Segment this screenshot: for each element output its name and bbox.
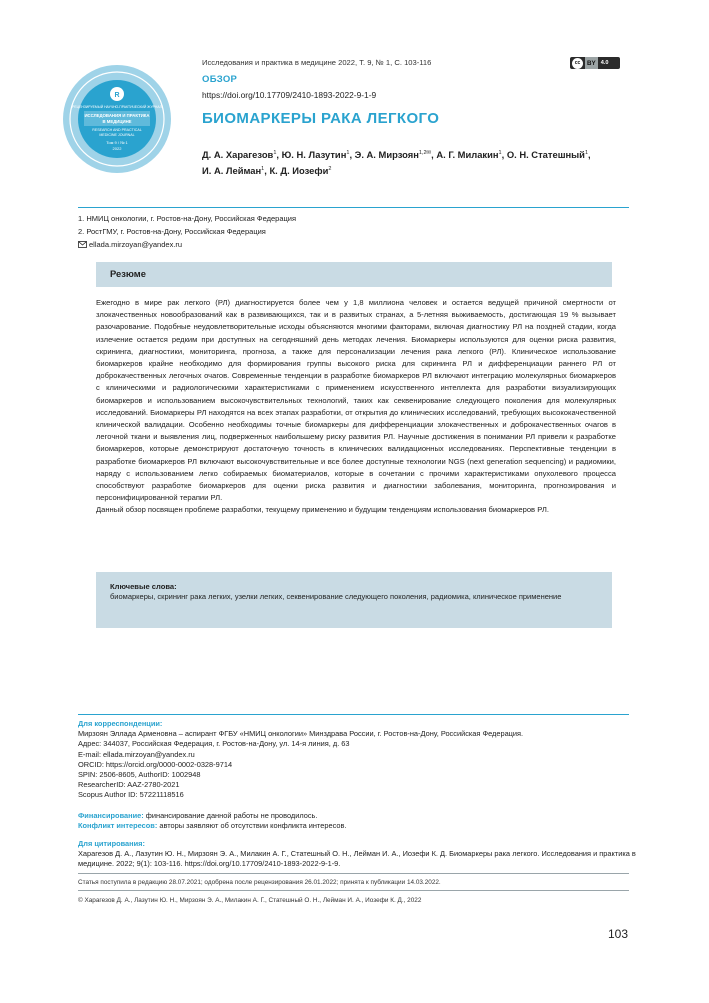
journal-seal-logo <box>62 64 172 174</box>
copyright-line: © Харагезов Д. А., Лазутин Ю. Н., Мирзоян Э. А., Милакин А. Г., Статешный О. Н., Лейман И. А., Иозефи К. Д., 2022 <box>78 897 422 904</box>
citation-title: Для цитирования: <box>78 839 145 848</box>
seal-title-en-2: MEDICINE JOURNAL <box>99 133 135 137</box>
author: К. Д. Иозефи$^2$ <box>269 165 332 176</box>
author: И. А. Лейман$^1$, <box>202 165 270 176</box>
conflict-text: авторы заявляют об отсутствии конфликта интересов. <box>157 821 347 831</box>
footer-divider <box>78 714 629 715</box>
doi-link[interactable]: https://doi.org/10.17709/2410-1893-2022-9-1-9 <box>202 90 377 100</box>
author: Д. А. Харагезов$^1$, <box>202 149 282 160</box>
dates-divider <box>78 873 629 874</box>
copyright-divider <box>78 890 629 891</box>
article-title: БИОМАРКЕРЫ РАКА ЛЕГКОГО <box>202 110 440 127</box>
abstract-paragraph: Данный обзор посвящен проблеме разработки, текущему применению и будущим тенденциям использования биомаркеров РЛ. <box>96 505 549 515</box>
author: А. Г. Милакин$^1$, <box>436 149 507 160</box>
author: Ю. Н. Лазутин$^1$, <box>281 149 355 160</box>
seal-title-en-1: RESEARCH AND PRACTICAL <box>92 128 142 132</box>
keywords-text: биомаркеры, скрининг рака легких, узелки легких, секвенирование следующего поколения, радиомика, клиническое применение <box>110 592 562 601</box>
cc-license-badge[interactable] <box>570 57 620 69</box>
seal-title-ru-1: ИССЛЕДОВАНИЯ И ПРАКТИКА <box>84 113 150 118</box>
email-link[interactable]: ellada.mirzoyan@yandex.ru <box>89 240 183 249</box>
correspondence-line: SPIN: 2506-8605, AuthorID: 1002948 <box>78 770 201 780</box>
cc-icon: cc <box>572 58 583 69</box>
envelope-icon <box>78 241 87 248</box>
correspondence-email[interactable]: E-mail: ellada.mirzoyan@yandex.ru <box>78 749 195 759</box>
svg-text:R: R <box>114 92 120 99</box>
correspondence-line: Адрес: 344037, Российская Федерация, г. Ростов-на-Дону, ул. 14-я линия, д. 63 <box>78 739 350 749</box>
seal-year: 2022 <box>112 146 122 151</box>
abstract-paragraph: Ежегодно в мире рак легкого (РЛ) диагностируется более чем у 1,8 миллиона человек и остается ведущей причиной смертности от злокачественных новообразований как в развивающихся, так и в развитых странах, а 5-летняя выживаемость, достигающая 19 % вызывает разочарование. Подобные неудовлетворительные исходы объясняются многими факторами, включая диагностику РЛ на поздней стадии, когда излечение остается редким при доступных на сегодняшний день методах лечения. Биомаркеры используются для оценки риска развития, скрининга, диагностики, мониторинга, прогноза, а также для персонализации лечения рака легкого (РЛ). Клиническое использование биомаркеров крайне необходимо для формирования группы высокого риска для скрининга РЛ и дифференциации раннего РЛ от доброкачественных легочных очагов. Современные тенденции в разработке биомаркеров РЛ включают интеграцию молекулярных биомаркеров с клиническими и радиологическими характеристиками с применением искусственного интеллекта для разработки визуализирующих биомаркеров и использованием высокочувствительных технологий, таких как секвенирование следующего поколения для молекулярных исследований. Биомаркеры РЛ находятся на всех этапах разработки, от открытия до клинических исследований, требующих высококачественной клинической валидации. Особенно необходимы точные биомаркеры для дифференциации злокачественных и доброкачественных очагов в легочной ткани и выявления лиц, подверженных наибольшему риску развития РЛ. Научные достижения в понимании РЛ привели к разработке биомаркеров, которые демонстрируют достаточную точность в клинических валидационных исследованиях. Перспективные тенденции в разработке биомаркеров РЛ включают высокочувствительные и все более доступные технологии NGS (next generation sequencing) и радиомики, наряду с использованием легко собираемых биоматериалов, которые в сочетании с прочими характеристиками опухолевого процесса способствуют разработке биомаркеров для оценки риска развития и диагностики заболевания, мониторинга, прогнозирования и персонифицированной терапии РЛ. <box>96 298 616 503</box>
abstract-title: Резюме <box>110 268 146 279</box>
section-label: ОБЗОР <box>202 74 238 85</box>
correspondence-line: Scopus Author ID: 57221118516 <box>78 790 184 800</box>
author: Э. А. Мирзоян$^{1,2✉}$, <box>354 149 437 160</box>
seal-title-ru-2: В МЕДИЦИНЕ <box>102 119 132 124</box>
header-divider <box>78 207 629 208</box>
citation-text: Харагезов Д. А., Лазутин Ю. Н., Мирзоян Э. А., Милакин А. Г., Статешный О. Н., Лейман И. А., Иозефи К. Д. Биомаркеры рака легкого. Исследования и практика в медицине. 2022; 9(1): 103-116. https://doi.org/10.17709/2410-1893-2022-9-1-9. <box>78 849 636 869</box>
funding-text: финансирование данной работы не проводилось. <box>143 811 318 820</box>
seal-volume: Том 9 / № 1 <box>106 140 128 145</box>
journal-citation-line: Исследования и практика в медицине 2022, Т. 9, № 1, С. 103-116 <box>202 58 432 67</box>
affiliation-2: 2. РостГМУ, г. Ростов-на-Дону, Российская Федерация <box>78 227 266 236</box>
seal-top-text: РЕЦЕНЗИРУЕМЫЙ НАУЧНО-ПРАКТИЧЕСКИЙ ЖУРНАЛ <box>72 105 162 109</box>
received-dates: Статья поступила в редакцию 28.07.2021; одобрена после рецензирования 26.01.2022; принята к публикации 14.03.2022. <box>78 879 441 886</box>
abstract-body <box>96 297 616 517</box>
affiliation-1: 1. НМИЦ онкологии, г. Ростов-на-Дону, Российская Федерация <box>78 214 297 223</box>
correspondence-block <box>78 719 638 801</box>
funding-label: Финансирование: <box>78 811 144 820</box>
funding-block <box>78 811 347 831</box>
email-line <box>78 240 182 249</box>
citation-block <box>78 839 638 870</box>
cc-version: 4.0 <box>600 60 609 66</box>
author: О. Н. Статешный$^1$, <box>506 149 591 160</box>
author-list <box>202 147 642 179</box>
cc-by-label: BY <box>585 57 598 69</box>
page-number: 103 <box>608 927 629 941</box>
correspondence-orcid[interactable]: ORCID: https://orcid.org/0000-0002-0328-9714 <box>78 759 233 769</box>
conflict-label: Конфликт интересов: <box>78 821 158 831</box>
correspondence-line: Мирзоян Эллада Армeновна – аспирант ФГБУ «НМИЦ онкологии» Минздрава России, г. Ростов-на-Дону, Российская Федерация. <box>78 729 524 739</box>
keywords-title: Ключевые слова: <box>110 582 177 591</box>
abstract-title-bar <box>96 262 612 287</box>
correspondence-title: Для корреспонденции: <box>78 719 163 728</box>
correspondence-line: ResearcherID: AAZ-2780-2021 <box>78 780 180 790</box>
